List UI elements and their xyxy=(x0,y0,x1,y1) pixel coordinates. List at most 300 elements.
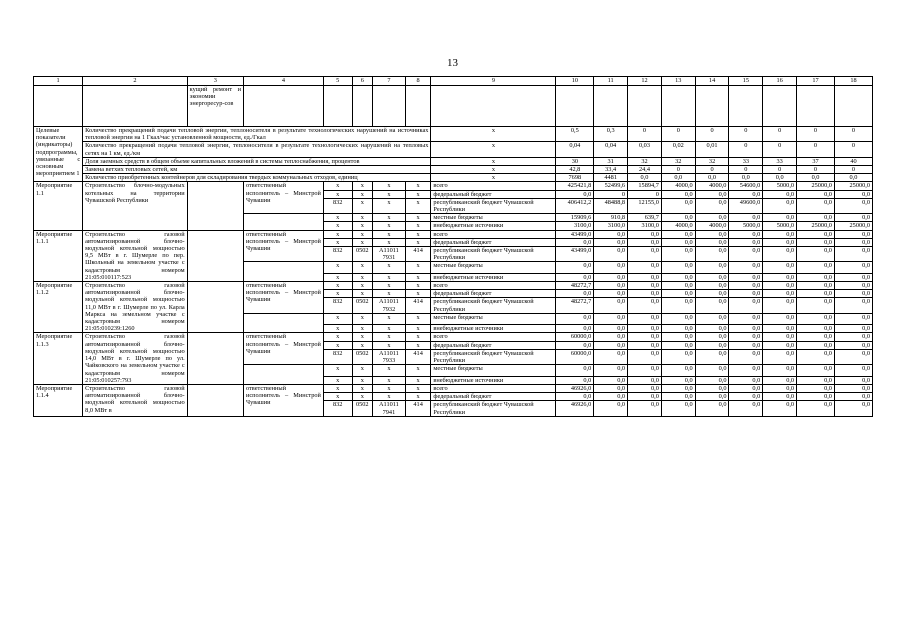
target-value: 0 xyxy=(695,127,729,142)
funding-value: 0,0 xyxy=(797,247,835,262)
funding-value: 0,0 xyxy=(695,365,729,376)
funding-value: 0,0 xyxy=(661,393,695,401)
funding-value: 0,0 xyxy=(763,262,797,273)
funding-value: 0,0 xyxy=(729,214,763,222)
empty-cell xyxy=(243,86,323,127)
funding-source: республиканский бюджет Чувашской Республики xyxy=(431,349,556,364)
funding-value: 0,0 xyxy=(661,190,695,198)
funding-value: 3100,0 xyxy=(594,222,628,230)
budget-code: х xyxy=(352,313,372,324)
empty-cell xyxy=(661,86,695,127)
target-value: 4481 xyxy=(594,174,628,182)
funding-value: 0,0 xyxy=(834,401,872,416)
budget-code: х xyxy=(405,341,431,349)
budget-code: х xyxy=(405,376,431,384)
target-value: 0,0 xyxy=(695,174,729,182)
funding-value: 0,0 xyxy=(661,313,695,324)
funding-value: 0,0 xyxy=(661,376,695,384)
target-value: 24,4 xyxy=(628,166,662,174)
funding-value: 0,0 xyxy=(763,230,797,238)
funding-value: 0,0 xyxy=(695,198,729,213)
budget-code: х xyxy=(373,290,406,298)
empty-cell xyxy=(797,86,835,127)
funding-value: 0,0 xyxy=(695,273,729,281)
target-value: 33 xyxy=(763,157,797,165)
funding-value: 0,0 xyxy=(594,376,628,384)
budget-code: х xyxy=(352,325,372,333)
funding-value: 0,0 xyxy=(797,198,835,213)
funding-value: 0,0 xyxy=(594,282,628,290)
funding-value: 0,0 xyxy=(695,333,729,341)
budget-code: х xyxy=(352,376,372,384)
funding-value: 0,0 xyxy=(834,325,872,333)
budget-code: х xyxy=(373,214,406,222)
budget-code: А11011 7931 xyxy=(373,247,406,262)
funding-value: 0,0 xyxy=(594,238,628,246)
funding-value: 12155,0 xyxy=(628,198,662,213)
header-cell: 3 xyxy=(187,77,243,86)
funding-value: 0,0 xyxy=(695,349,729,364)
target-source: х xyxy=(431,127,556,142)
responsible-executor: ответственный исполнитель – Минстрой Чувашии xyxy=(243,182,323,214)
funding-value: 0,0 xyxy=(661,341,695,349)
target-value: 0,0 xyxy=(628,174,662,182)
funding-value: 0,0 xyxy=(797,290,835,298)
funding-value: 4000,0 xyxy=(695,222,729,230)
measure-row xyxy=(34,282,873,290)
header-cell: 9 xyxy=(431,77,556,86)
funding-value: 0,0 xyxy=(556,313,594,324)
funding-source: республиканский бюджет Чувашской Республики xyxy=(431,298,556,313)
funding-source: федеральный бюджет xyxy=(431,393,556,401)
budget-code: х xyxy=(323,238,352,246)
funding-source: республиканский бюджет Чувашской Республики xyxy=(431,247,556,262)
budget-code: х xyxy=(352,282,372,290)
measure-row xyxy=(34,230,873,238)
budget-code: х xyxy=(323,384,352,392)
funding-value: 0,0 xyxy=(797,282,835,290)
budget-code: 832 xyxy=(323,298,352,313)
empty-cell xyxy=(243,313,323,333)
funding-value: 0,0 xyxy=(729,325,763,333)
funding-value: 0,0 xyxy=(695,262,729,273)
funding-value: 43499,0 xyxy=(556,230,594,238)
funding-value: 0,0 xyxy=(594,349,628,364)
funding-value: 0,0 xyxy=(763,198,797,213)
budget-code: х xyxy=(405,393,431,401)
budget-code: 414 xyxy=(405,247,431,262)
funding-value: 0,0 xyxy=(797,384,835,392)
funding-value: 0 xyxy=(628,190,662,198)
funding-value: 0,0 xyxy=(628,333,662,341)
target-name: Количество прекращений подачи тепловой энергии, теплоносителя в результате технологических нарушений на тепловых сетях на 1 км, ед./км xyxy=(83,142,431,157)
funding-value: 0,0 xyxy=(695,214,729,222)
budget-code: х xyxy=(405,273,431,281)
target-value: 0 xyxy=(834,127,872,142)
measure-label: Мероприятие 1.1.4 xyxy=(34,384,83,416)
funding-value: 0,0 xyxy=(661,247,695,262)
target-row xyxy=(34,142,873,157)
funding-value: 0,0 xyxy=(797,393,835,401)
funding-value: 3100,0 xyxy=(556,222,594,230)
empty-cell xyxy=(729,86,763,127)
program-table xyxy=(33,76,873,417)
funding-value: 0,0 xyxy=(556,365,594,376)
budget-code: х xyxy=(405,384,431,392)
funding-value: 0,0 xyxy=(695,298,729,313)
funding-value: 0,0 xyxy=(763,247,797,262)
funding-value: 0,0 xyxy=(729,365,763,376)
funding-value: 0,0 xyxy=(763,393,797,401)
funding-value: 46926,0 xyxy=(556,401,594,416)
funding-value: 0,0 xyxy=(729,190,763,198)
budget-code: х xyxy=(373,182,406,190)
empty-cell xyxy=(34,86,83,127)
continuation-text: кущий ремонт и экономии энергоресур-сов xyxy=(187,86,243,127)
funding-value: 48272,7 xyxy=(556,282,594,290)
target-value: 0 xyxy=(763,127,797,142)
budget-code: х xyxy=(373,376,406,384)
budget-code: х xyxy=(405,182,431,190)
target-value: 0 xyxy=(763,142,797,157)
funding-value: 0,0 xyxy=(797,313,835,324)
funding-value: 15909,6 xyxy=(556,214,594,222)
budget-code: х xyxy=(323,273,352,281)
target-value: 31 xyxy=(594,157,628,165)
target-value: 0 xyxy=(729,142,763,157)
funding-value: 0,0 xyxy=(797,273,835,281)
funding-value: 0,0 xyxy=(594,262,628,273)
target-source: х xyxy=(431,166,556,174)
funding-source: внебюджетные источники xyxy=(431,325,556,333)
empty-cell xyxy=(187,282,243,333)
funding-value: 425421,8 xyxy=(556,182,594,190)
funding-value: 0,0 xyxy=(729,384,763,392)
empty-cell xyxy=(834,86,872,127)
funding-value: 0,0 xyxy=(695,282,729,290)
budget-code: 832 xyxy=(323,401,352,416)
funding-value: 0,0 xyxy=(834,349,872,364)
budget-code: х xyxy=(405,230,431,238)
funding-value: 0,0 xyxy=(834,238,872,246)
funding-value: 0,0 xyxy=(661,198,695,213)
budget-code: х xyxy=(352,198,372,213)
funding-value: 0,0 xyxy=(594,313,628,324)
empty-cell xyxy=(187,333,243,384)
target-source: х xyxy=(431,174,556,182)
funding-value: 0,0 xyxy=(834,313,872,324)
header-cell: 7 xyxy=(373,77,406,86)
funding-value: 0 xyxy=(594,190,628,198)
page-number: 13 xyxy=(447,57,458,69)
funding-value: 25000,0 xyxy=(834,182,872,190)
budget-code: х xyxy=(405,290,431,298)
funding-value: 0,0 xyxy=(594,384,628,392)
funding-value: 0,0 xyxy=(556,190,594,198)
funding-value: 0,0 xyxy=(628,384,662,392)
target-row xyxy=(34,157,873,165)
budget-code: х xyxy=(405,282,431,290)
funding-value: 0,0 xyxy=(661,325,695,333)
funding-value: 0,0 xyxy=(628,298,662,313)
header-cell: 17 xyxy=(797,77,835,86)
budget-code: х xyxy=(323,182,352,190)
funding-value: 0,0 xyxy=(556,341,594,349)
funding-source: внебюджетные источники xyxy=(431,222,556,230)
funding-source: внебюджетные источники xyxy=(431,273,556,281)
funding-value: 0,0 xyxy=(556,273,594,281)
budget-code: х xyxy=(352,290,372,298)
funding-value: 0,0 xyxy=(556,238,594,246)
budget-code: х xyxy=(323,365,352,376)
target-value: 0,0 xyxy=(834,174,872,182)
budget-code: 414 xyxy=(405,298,431,313)
funding-value: 0,0 xyxy=(628,273,662,281)
responsible-executor: ответственный исполнитель – Минстрой Чувашии xyxy=(243,333,323,365)
target-value: 0,3 xyxy=(594,127,628,142)
funding-value: 0,0 xyxy=(763,401,797,416)
funding-value: 0,0 xyxy=(628,341,662,349)
budget-code: 832 xyxy=(323,349,352,364)
funding-value: 0,0 xyxy=(661,384,695,392)
funding-value: 0,0 xyxy=(556,325,594,333)
target-value: 0 xyxy=(729,166,763,174)
funding-value: 0,0 xyxy=(729,393,763,401)
funding-value: 25000,0 xyxy=(797,222,835,230)
funding-value: 5000,0 xyxy=(729,222,763,230)
measure-name: Строительство блочно-модульных котельных на территории Чувашской Республики xyxy=(83,182,187,230)
empty-cell xyxy=(243,262,323,282)
target-value: 0,03 xyxy=(628,142,662,157)
target-row xyxy=(34,166,873,174)
funding-source: всего xyxy=(431,384,556,392)
funding-value: 0,0 xyxy=(797,349,835,364)
budget-code: х xyxy=(373,262,406,273)
funding-value: 60000,0 xyxy=(556,349,594,364)
funding-value: 0,0 xyxy=(695,325,729,333)
funding-value: 0,0 xyxy=(834,230,872,238)
target-value: 0,0 xyxy=(729,174,763,182)
funding-value: 0,0 xyxy=(628,401,662,416)
funding-value: 0,0 xyxy=(763,341,797,349)
target-value: 0 xyxy=(695,166,729,174)
header-cell: 5 xyxy=(323,77,352,86)
empty-cell xyxy=(373,86,406,127)
target-row xyxy=(34,127,873,142)
funding-value: 0,0 xyxy=(661,333,695,341)
funding-value: 25000,0 xyxy=(834,222,872,230)
funding-value: 0,0 xyxy=(628,262,662,273)
funding-value: 0,0 xyxy=(628,376,662,384)
funding-value: 0,0 xyxy=(763,313,797,324)
budget-code: 414 xyxy=(405,349,431,364)
budget-code: х xyxy=(352,182,372,190)
header-row xyxy=(34,77,873,86)
funding-value: 0,0 xyxy=(556,393,594,401)
target-value: 30 xyxy=(556,157,594,165)
header-cell: 10 xyxy=(556,77,594,86)
budget-code: х xyxy=(352,190,372,198)
empty-cell xyxy=(556,86,594,127)
funding-value: 0,0 xyxy=(729,282,763,290)
funding-value: 0,0 xyxy=(695,190,729,198)
funding-value: 60000,0 xyxy=(556,333,594,341)
targets-label: Целевые показатели (индикаторы) подпрограммы, увязанные с основным мероприятием 1 xyxy=(34,127,83,182)
funding-value: 0,0 xyxy=(797,298,835,313)
budget-code: х xyxy=(323,393,352,401)
funding-value: 0,0 xyxy=(763,349,797,364)
budget-code: х xyxy=(405,333,431,341)
funding-value: 4000,0 xyxy=(661,182,695,190)
target-name: Замена ветхих тепловых сетей, км xyxy=(83,166,431,174)
header-cell: 6 xyxy=(352,77,372,86)
budget-code: х xyxy=(323,214,352,222)
budget-code: х xyxy=(373,393,406,401)
funding-value: 0,0 xyxy=(594,230,628,238)
empty-cell xyxy=(763,86,797,127)
funding-source: местные бюджеты xyxy=(431,262,556,273)
budget-code: А11011 7932 xyxy=(373,298,406,313)
target-value: 0,5 xyxy=(556,127,594,142)
funding-value: 0,0 xyxy=(763,290,797,298)
funding-value: 0,0 xyxy=(594,290,628,298)
funding-value: 15894,7 xyxy=(628,182,662,190)
funding-value: 406412,2 xyxy=(556,198,594,213)
funding-value: 0,0 xyxy=(695,393,729,401)
target-value: 0 xyxy=(661,127,695,142)
budget-code: х xyxy=(323,230,352,238)
funding-value: 0,0 xyxy=(594,365,628,376)
empty-cell xyxy=(187,230,243,281)
funding-value: 0,0 xyxy=(594,273,628,281)
header-cell: 18 xyxy=(834,77,872,86)
funding-value: 0,0 xyxy=(594,325,628,333)
funding-value: 0,0 xyxy=(695,401,729,416)
target-value: 37 xyxy=(797,157,835,165)
measure-label: Мероприятие 1.1.2 xyxy=(34,282,83,333)
target-value: 0 xyxy=(834,142,872,157)
funding-value: 0,0 xyxy=(594,298,628,313)
budget-code: х xyxy=(373,313,406,324)
funding-value: 0,0 xyxy=(661,262,695,273)
funding-value: 0,0 xyxy=(834,190,872,198)
budget-code: х xyxy=(405,222,431,230)
budget-code: х xyxy=(352,214,372,222)
funding-value: 0,0 xyxy=(763,190,797,198)
funding-value: 0,0 xyxy=(661,214,695,222)
funding-value: 910,8 xyxy=(594,214,628,222)
funding-value: 0,0 xyxy=(763,333,797,341)
funding-value: 0,0 xyxy=(556,290,594,298)
target-value: 32 xyxy=(661,157,695,165)
header-cell: 13 xyxy=(661,77,695,86)
funding-value: 0,0 xyxy=(628,247,662,262)
funding-value: 0,0 xyxy=(797,341,835,349)
budget-code: х xyxy=(352,262,372,273)
budget-code: х xyxy=(373,384,406,392)
budget-code: х xyxy=(373,222,406,230)
funding-value: 0,0 xyxy=(594,247,628,262)
funding-value: 0,0 xyxy=(628,325,662,333)
funding-value: 0,0 xyxy=(729,401,763,416)
budget-code: 832 xyxy=(323,247,352,262)
target-value: 0 xyxy=(729,127,763,142)
funding-value: 0,0 xyxy=(797,325,835,333)
funding-value: 0,0 xyxy=(763,214,797,222)
empty-cell xyxy=(594,86,628,127)
funding-value: 0,0 xyxy=(661,298,695,313)
funding-value: 0,0 xyxy=(729,333,763,341)
funding-source: федеральный бюджет xyxy=(431,238,556,246)
budget-code: х xyxy=(373,325,406,333)
target-value: 0,04 xyxy=(594,142,628,157)
funding-source: федеральный бюджет xyxy=(431,190,556,198)
empty-cell xyxy=(243,365,323,385)
target-value: 33,4 xyxy=(594,166,628,174)
funding-value: 0,0 xyxy=(763,365,797,376)
funding-value: 49600,0 xyxy=(729,198,763,213)
empty-cell xyxy=(323,86,352,127)
budget-code: х xyxy=(405,190,431,198)
budget-code: х xyxy=(373,190,406,198)
budget-code: х xyxy=(405,198,431,213)
funding-value: 0,0 xyxy=(661,273,695,281)
funding-value: 0,0 xyxy=(594,401,628,416)
target-value: 0 xyxy=(797,166,835,174)
funding-value: 4000,0 xyxy=(661,222,695,230)
table-body xyxy=(34,77,873,417)
funding-value: 0,0 xyxy=(628,393,662,401)
funding-source: местные бюджеты xyxy=(431,365,556,376)
budget-code: 0502 xyxy=(352,349,372,364)
budget-code: х xyxy=(373,198,406,213)
measure-label: Мероприятие 1.1 xyxy=(34,182,83,230)
budget-code: х xyxy=(323,282,352,290)
budget-code: х xyxy=(405,238,431,246)
continuation-row xyxy=(34,86,873,127)
target-value: 0,04 xyxy=(556,142,594,157)
funding-value: 0,0 xyxy=(834,282,872,290)
target-value: 0 xyxy=(763,166,797,174)
measure-row xyxy=(34,182,873,190)
funding-value: 0,0 xyxy=(661,238,695,246)
target-source: х xyxy=(431,157,556,165)
empty-cell xyxy=(431,86,556,127)
funding-value: 0,0 xyxy=(797,214,835,222)
header-cell: 4 xyxy=(243,77,323,86)
funding-value: 0,0 xyxy=(729,290,763,298)
funding-value: 0,0 xyxy=(628,313,662,324)
target-value: 32 xyxy=(628,157,662,165)
funding-value: 0,0 xyxy=(834,298,872,313)
funding-value: 0,0 xyxy=(797,376,835,384)
target-value: 0 xyxy=(797,142,835,157)
funding-value: 0,0 xyxy=(763,238,797,246)
header-cell: 2 xyxy=(83,77,187,86)
header-cell: 16 xyxy=(763,77,797,86)
funding-value: 0,0 xyxy=(556,262,594,273)
target-value: 40 xyxy=(834,157,872,165)
funding-source: республиканский бюджет Чувашской Республики xyxy=(431,401,556,416)
funding-value: 0,0 xyxy=(729,341,763,349)
funding-value: 0,0 xyxy=(763,273,797,281)
funding-value: 3100,0 xyxy=(628,222,662,230)
funding-value: 0,0 xyxy=(661,401,695,416)
budget-code: х xyxy=(323,290,352,298)
funding-value: 0,0 xyxy=(661,349,695,364)
funding-value: 5000,0 xyxy=(763,222,797,230)
budget-code: х xyxy=(405,214,431,222)
